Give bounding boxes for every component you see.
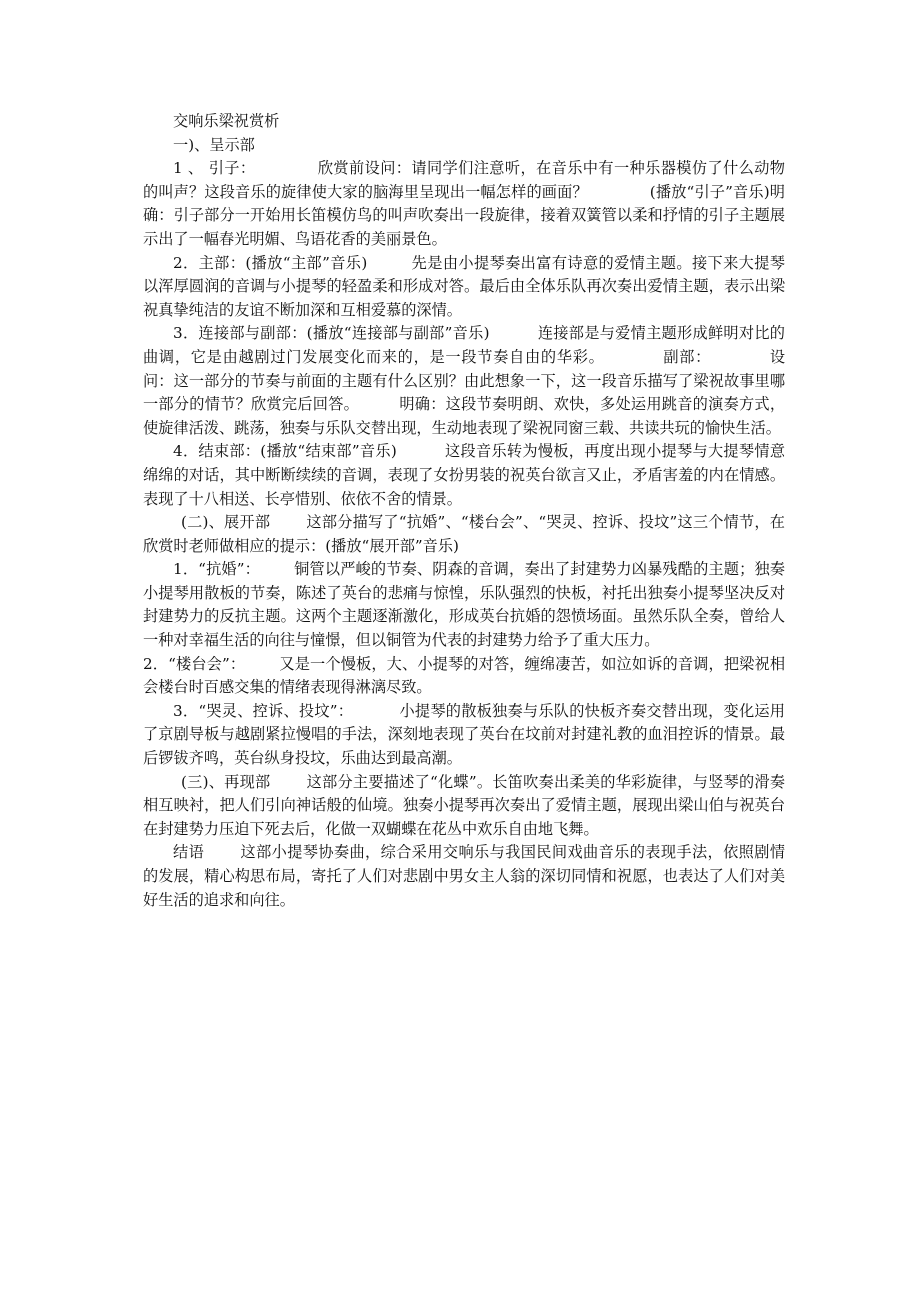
- paragraph-bridge-subtheme: 3．连接部与副部：(播放“连接部与副部”音乐) 连接部是与爱情主题形成鲜明对比的曲调，它是由越剧过门发展变化而来的，是一段节奏自由的华彩。 副部： 设问：这一部分的节奏与前面的主题有什么区别？由此想象一下，这一段音乐描写了梁祝故事里哪一部分的情节？欣赏完后回答。 明确：这段节奏明朗、欢快，多处运用跳音的演奏方式，使旋律活泼、跳荡，独奏与乐队交替出现，生动地表现了梁祝同窗三载、共读共玩的愉快生活。: [143, 324, 786, 437]
- paragraph-introduction: 1 、 引子： 欣赏前设问：请同学们注意听，在音乐中有一种乐器模仿了什么动物的叫声？这段音乐的旋律使大家的脑海里呈现出一幅怎样的画面？ (播放“引子”音乐)明确：引子部分一开始用长笛模仿鸟的叫声吹奏出一段旋律，接着双簧管以柔和抒情的引子主题展示出了一幅春光明媚、鸟语花香的美丽景色。: [143, 159, 785, 248]
- conclusion-heading: 结语: [173, 843, 205, 862]
- paragraph-resisting-marriage: 1．“抗婚”： 铜管以严峻的节奏、阴森的音调，奏出了封建势力凶暴残酷的主题；独奏小提琴用散板的节奏，陈述了英台的悲痛与惊惶，乐队强烈的快板，衬托出独奏小提琴坚决反对封建势力的反抗主题。这两个主题逐渐激化，形成英台抗婚的怨愤场面。虽然乐队全奏，曾给人一种对幸福生活的向往与憧憬，但以铜管为代表的封建势力给予了重大压力。: [143, 560, 785, 650]
- section-heading-exposition: 一)、呈示部: [173, 135, 255, 154]
- document-title: 交响乐梁祝赏析: [173, 112, 280, 130]
- play-note: (播放“引子”音乐): [649, 182, 770, 201]
- paragraph-balcony-meeting: 2．“楼台会”： 又是一个慢板，大、小提琴的对答，缠绵凄苦，如泣如诉的音调，把梁祝相会楼台时百感交集的情绪表现得淋漓尽致。: [143, 654, 786, 697]
- item-label: 3．连接部与副部：: [173, 324, 307, 343]
- paragraph-main-theme: 2．主部：(播放“主部”音乐) 先是由小提琴奏出富有诗意的爱情主题。接下来大提琴以浑厚圆润的音调与小提琴的轻盈柔和形成对答。最后由全体乐队再次奏出爱情主题，表示出梁祝真挚纯洁的友谊不断加深和互相爱慕的深情。: [143, 253, 785, 319]
- item-label: 2．主部：: [173, 253, 246, 272]
- item-label: 1 、 引子：: [173, 159, 256, 178]
- play-note: (播放“结束部”音乐): [260, 442, 397, 461]
- item-label: 1．“抗婚”：: [173, 560, 261, 579]
- section-recapitulation: (三)、再现部 这部分主要描述了“化蝶”。长笛吹奏出柔美的华彩旋律，与竖琴的滑奏相互映衬，把人们引向神话般的仙境。独奏小提琴再次奏出了爱情主题，展现出梁山伯与祝英台在封建势力压迫下死去后，化做一双蝴蝶在花丛中欢乐自由地飞舞。: [143, 772, 785, 838]
- play-note: (播放“主部”音乐): [245, 253, 368, 272]
- play-note: (播放“连接部与副部”音乐): [306, 324, 490, 343]
- item-label: 3．“哭灵、控诉、投坟”：: [173, 701, 354, 720]
- item-label: 4．结束部：: [173, 442, 261, 461]
- document-body: [143, 110, 785, 912]
- paragraph-closing-part: 4．结束部：(播放“结束部”音乐) 这段音乐转为慢板，再度出现小提琴与大提琴情意绵绵的对话，其中断断续续的音调，表现了女扮男装的祝英台欲言又止，矛盾害羞的内在情感。表现了十八相送、长亭惜别、依依不舍的情景。: [143, 442, 786, 508]
- section-heading-development: (二)、展开部: [181, 513, 271, 532]
- play-note: (播放“展开部”音乐): [325, 536, 459, 555]
- section-development: (二)、展开部 这部分描写了“抗婚”、“楼台会”、“哭灵、控诉、投坟”这三个情节，在欣赏时老师做相应的提示：(播放“展开部”音乐): [143, 513, 785, 555]
- section-heading-recapitulation: (三)、再现部: [181, 772, 271, 791]
- sub-label: 副部：: [662, 347, 712, 366]
- paragraph-conclusion: 结语 这部小提琴协奏曲，综合采用交响乐与我国民间戏曲音乐的表现手法，依照剧情的发展，精心构思布局，寄托了人们对悲剧中男女主人翁的深切同情和祝愿，也表达了人们对美好生活的追求和向往。: [143, 843, 786, 909]
- item-label: 2．“楼台会”：: [143, 654, 246, 673]
- paragraph-mourning: 3．“哭灵、控诉、投坟”： 小提琴的散板独奏与乐队的快板齐奏交替出现，变化运用了京剧导板与越剧紧拉慢唱的手法，深刻地表现了英台在坟前对封建礼教的血泪控诉的情景。最后锣钹齐鸣，英台纵身投坟，乐曲达到最高潮。: [143, 701, 785, 768]
